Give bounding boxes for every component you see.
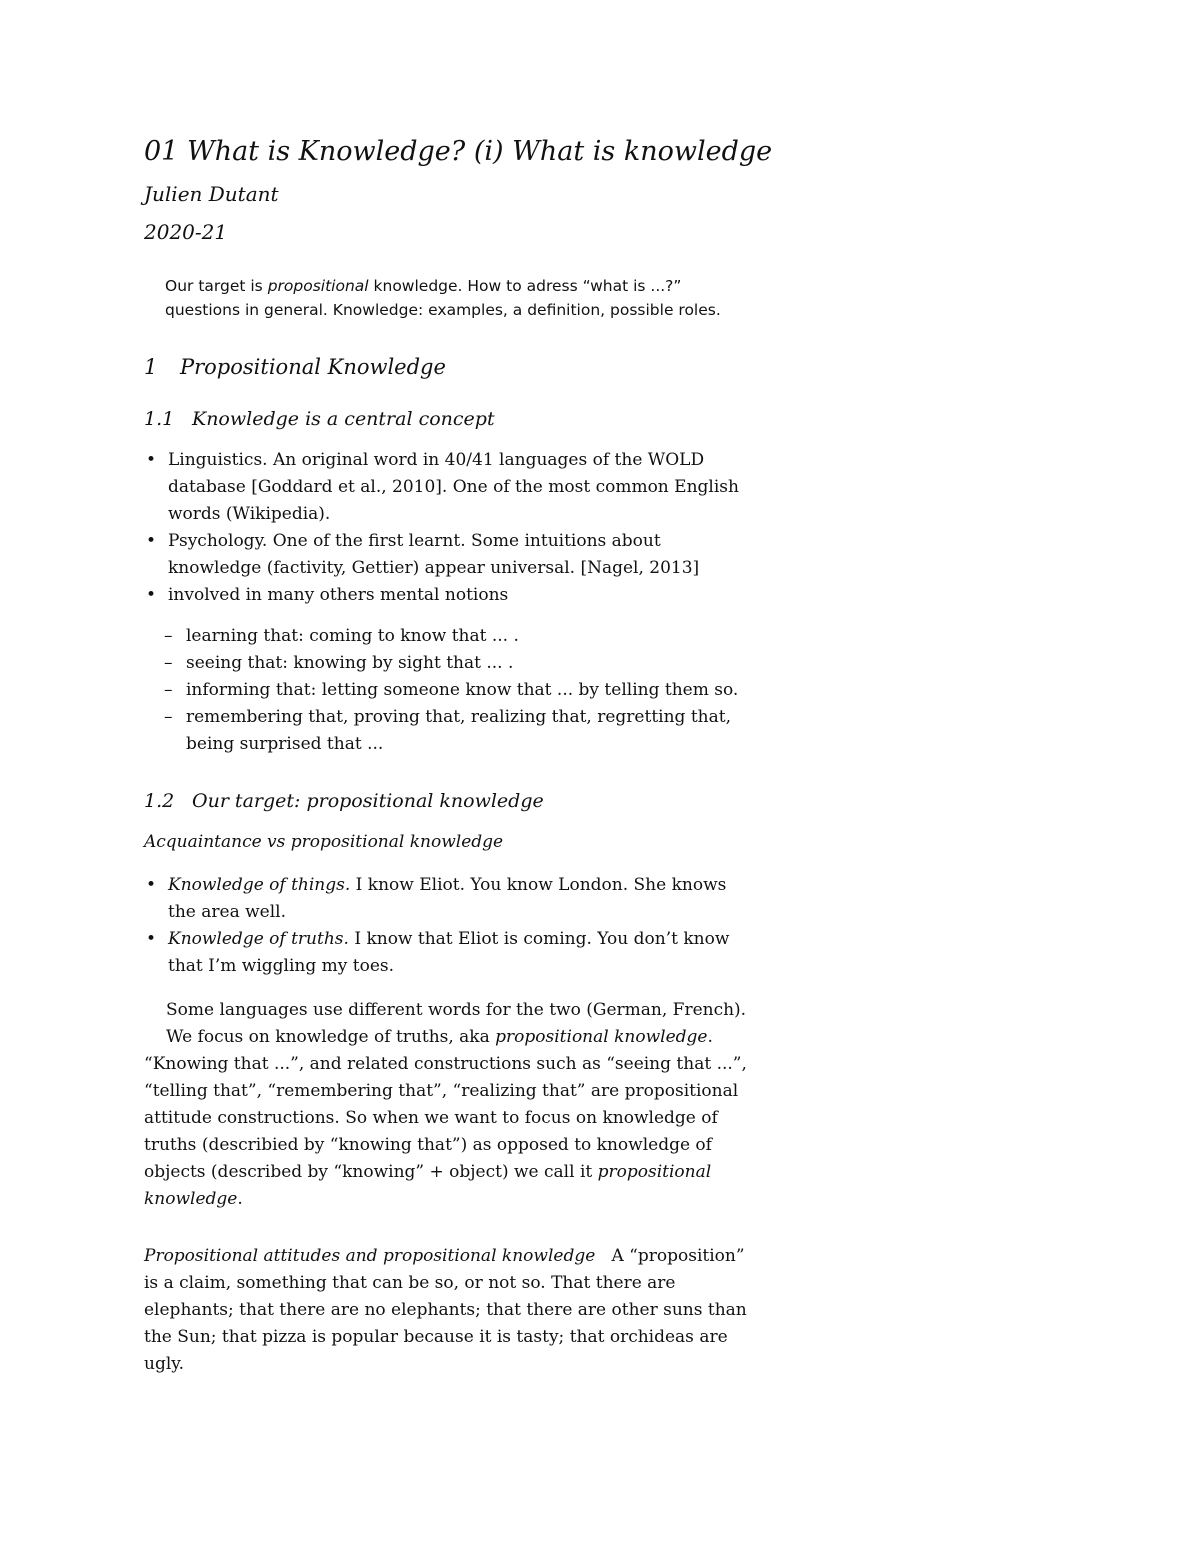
list-item-text: Linguistics. An original word in 40/41 languages of the WOLD database [Goddard et al., 2010]. One of the most common English words (Wikipedia). — [168, 450, 739, 524]
list-item — [164, 650, 754, 677]
subsection-title: Our target: propositional knowledge — [192, 790, 544, 812]
paragraph-post: . — [707, 1027, 713, 1047]
body-paragraph-3 — [144, 1243, 754, 1378]
abstract-em: propositional — [267, 277, 369, 295]
list-item-text: involved in many others mental notions — [168, 585, 509, 605]
list-item-text: learning that: coming to know that ... . — [186, 626, 519, 646]
document-author: Julien Dutant — [144, 182, 279, 206]
section-number: 1 — [144, 355, 158, 379]
body-paragraph-1: Some languages use different words for the two (German, French). — [166, 1000, 747, 1020]
subsection-number: 1.1 — [144, 408, 175, 430]
bullet-list-1-1 — [144, 447, 754, 609]
list-item — [144, 872, 754, 926]
paragraph-heading: Acquaintance vs propositional knowledge — [144, 832, 504, 852]
subsection-heading-1-2 — [144, 790, 544, 812]
list-item-text: Psychology. One of the first learnt. Some intuitions about knowledge (factivity, Gettier) appear universal. [Nagel, 2013] — [168, 531, 700, 578]
bullet-icon: • — [146, 875, 157, 895]
paragraph-emphasis: propositional knowledge — [144, 1162, 712, 1209]
list-item — [144, 528, 754, 582]
body-paragraph-2-cont — [144, 1051, 754, 1213]
list-item-text: I know that Eliot is coming. You don’t know that I’m wiggling my toes. — [168, 929, 730, 976]
list-item-text: remembering that, proving that, realizing that, regretting that, being surprised that ... — [186, 707, 731, 754]
list-item — [144, 926, 754, 980]
list-item-text: seeing that: knowing by sight that ... . — [186, 653, 514, 673]
dash-icon: – — [164, 707, 173, 727]
list-item — [164, 677, 754, 704]
paragraph-post: . — [237, 1189, 243, 1209]
section-heading-1 — [144, 355, 446, 379]
dash-icon: – — [164, 626, 173, 646]
dash-list — [164, 623, 754, 758]
paragraph-text: A “proposition” is a claim, something that can be so, or not so. That there are elephants; that there are no elephants; that there are other suns than the Sun; that pizza is popular because it is tasty; that orchideas are ugly. — [144, 1246, 747, 1374]
bullet-icon: • — [146, 450, 157, 470]
abstract-post: knowledge. How to adress “what is ...?” questions in general. Knowledge: examples, a definition, possible roles. — [165, 277, 721, 319]
paragraph-emphasis: propositional knowledge — [495, 1027, 708, 1047]
document-date: 2020-21 — [144, 220, 228, 244]
dash-icon: – — [164, 680, 173, 700]
paragraph-text: “Knowing that ...”, and related constructions such as “seeing that ...”, “telling that”, “remembering that”, “realizing that” are propositional attitude constructions. So when we want to focus on knowledge of truths (describied by “knowing that”) as opposed to knowledge of objects (described by “knowing” + object) we call it — [144, 1054, 747, 1182]
list-item — [144, 582, 754, 609]
subsection-title: Knowledge is a central concept — [192, 408, 495, 430]
section-title: Propositional Knowledge — [180, 355, 446, 379]
body-paragraph-2 — [144, 1024, 754, 1051]
bullet-icon: • — [146, 585, 157, 605]
list-item-text: I know Eliot. You know London. She knows the area well. — [168, 875, 727, 922]
bullet-icon: • — [146, 531, 157, 551]
paragraph-pre: We focus on knowledge of truths, aka — [166, 1027, 496, 1047]
bullet-list-1-2 — [144, 872, 754, 980]
document-title: 01 What is Knowledge? (i) What is knowledge — [144, 136, 773, 167]
list-item-emphasis: Knowledge of truths. — [168, 929, 349, 949]
subsection-number: 1.2 — [144, 790, 175, 812]
bullet-icon: • — [146, 929, 157, 949]
list-item — [144, 447, 754, 528]
abstract-pre: Our target is — [165, 277, 268, 295]
list-item-text: informing that: letting someone know that ... by telling them so. — [186, 680, 739, 700]
list-item-emphasis: Knowledge of things. — [168, 875, 351, 895]
list-item — [164, 623, 754, 650]
dash-icon: – — [164, 653, 173, 673]
paragraph-run-in-heading: Propositional attitudes and propositional knowledge — [144, 1246, 596, 1266]
abstract — [165, 274, 755, 322]
subsection-heading-1-1 — [144, 408, 495, 430]
list-item — [164, 704, 754, 758]
